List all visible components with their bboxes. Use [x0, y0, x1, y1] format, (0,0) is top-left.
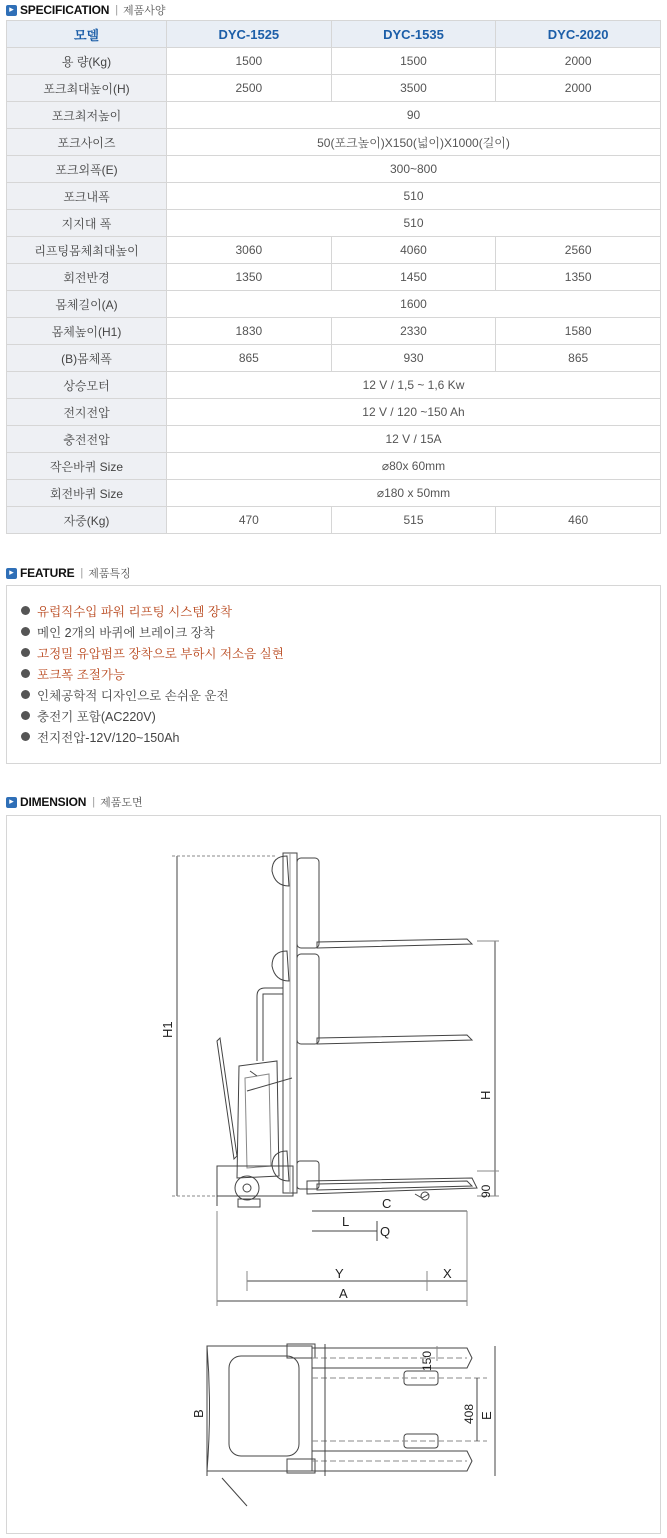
table-row [7, 129, 661, 156]
row-label: 작은바퀴 Size [7, 453, 167, 480]
cell: 50(포크높이)X150(넓이)X1000(길이) [167, 129, 661, 156]
feature-list-box [6, 585, 661, 764]
list-item [21, 621, 660, 642]
table-row [7, 156, 661, 183]
bullet-icon [21, 627, 30, 636]
table-row [7, 237, 661, 264]
table-row [7, 453, 661, 480]
label-y: Y [335, 1266, 344, 1281]
bullet-icon [21, 690, 30, 699]
feature-text: 유럽직수입 파워 리프팅 시스템 장착 [37, 604, 233, 619]
feature-text: 포크폭 조절가능 [37, 667, 125, 682]
row-label: 용 량(Kg) [7, 48, 167, 75]
feature-text: 전지전압-12V/120~150Ah [37, 730, 180, 745]
dimension-header: ▸ DIMENSION | 제품도면 [6, 794, 143, 810]
row-label: 포크외폭(E) [7, 156, 167, 183]
bullet-icon [21, 732, 30, 741]
bullet-icon [21, 669, 30, 678]
cell: 2000 [496, 75, 661, 102]
cell: 90 [167, 102, 661, 129]
cell: ⌀80x 60mm [167, 453, 661, 480]
label-c: C [382, 1196, 392, 1211]
cell: 12 V / 15A [167, 426, 661, 453]
cell: 3060 [167, 237, 332, 264]
row-label: 회전반경 [7, 264, 167, 291]
cell: 470 [167, 507, 332, 534]
label-q: Q [380, 1224, 391, 1239]
table-row [7, 507, 661, 534]
row-label: 포크사이즈 [7, 129, 167, 156]
section-title-ko: 제품도면 [100, 797, 143, 809]
arrow-icon: ▸ [6, 797, 17, 808]
cell: 12 V / 120 ~150 Ah [167, 399, 661, 426]
cell: 1350 [496, 264, 661, 291]
list-item [21, 663, 660, 684]
section-title-ko: 제품특징 [88, 568, 131, 580]
arrow-icon: ▸ [6, 568, 17, 579]
header-dyc-1535: DYC-1535 [331, 21, 496, 48]
row-label: 지지대 폭 [7, 210, 167, 237]
arrow-icon: ▸ [6, 5, 17, 16]
label-a: A [339, 1286, 348, 1301]
row-label: 상승모터 [7, 372, 167, 399]
label-90: 90 [479, 1184, 493, 1198]
table-row [7, 75, 661, 102]
cell: 1350 [167, 264, 332, 291]
label-x: X [443, 1266, 452, 1281]
feature-text: 고정밀 유압펌프 장착으로 부하시 저소음 실현 [37, 646, 284, 661]
table-row [7, 480, 661, 507]
bullet-icon [21, 606, 30, 615]
list-item [21, 600, 660, 621]
bullet-icon [21, 711, 30, 720]
cell: 865 [167, 345, 332, 372]
cell: 2560 [496, 237, 661, 264]
section-title-en: FEATURE [20, 566, 75, 580]
table-row [7, 291, 661, 318]
cell: 2330 [331, 318, 496, 345]
table-row [7, 210, 661, 237]
table-row [7, 399, 661, 426]
cell: 510 [167, 210, 661, 237]
table-row [7, 426, 661, 453]
list-item [21, 726, 660, 747]
row-label: 몸체길이(A) [7, 291, 167, 318]
table-row [7, 102, 661, 129]
feature-text: 인체공학적 디자인으로 손쉬운 운전 [37, 688, 229, 703]
specification-header: ▸ SPECIFICATION | 제품사양 [6, 2, 166, 18]
table-row [7, 318, 661, 345]
section-title-en: SPECIFICATION [20, 3, 110, 17]
cell: 1600 [167, 291, 661, 318]
feature-header: ▸ FEATURE | 제품특징 [6, 565, 131, 581]
cell: ⌀180 x 50mm [167, 480, 661, 507]
row-label: 전지전압 [7, 399, 167, 426]
cell: 300~800 [167, 156, 661, 183]
feature-list [7, 586, 660, 747]
row-label: 자중(Kg) [7, 507, 167, 534]
section-title-en: DIMENSION [20, 795, 87, 809]
row-label: (B)몸체폭 [7, 345, 167, 372]
list-item [21, 705, 660, 726]
cell: 3500 [331, 75, 496, 102]
label-h1: H1 [160, 1021, 175, 1038]
list-item [21, 642, 660, 663]
cell: 12 V / 1,5 ~ 1,6 Kw [167, 372, 661, 399]
cell: 515 [331, 507, 496, 534]
stacker-drawing [7, 816, 660, 1533]
table-row [7, 183, 661, 210]
row-label: 충전전압 [7, 426, 167, 453]
row-label: 포크최대높이(H) [7, 75, 167, 102]
feature-text: 메인 2개의 바퀴에 브레이크 장착 [37, 625, 215, 640]
cell: 1500 [331, 48, 496, 75]
cell: 510 [167, 183, 661, 210]
cell: 1580 [496, 318, 661, 345]
cell: 2000 [496, 48, 661, 75]
dimension-drawing-box [6, 815, 661, 1534]
label-l: L [342, 1214, 350, 1229]
cell: 1500 [167, 48, 332, 75]
label-b: B [191, 1409, 206, 1418]
row-label: 포크최저높이 [7, 102, 167, 129]
cell: 865 [496, 345, 661, 372]
dimension-labels [160, 1021, 494, 1424]
side-view [172, 853, 499, 1306]
row-label: 회전바퀴 Size [7, 480, 167, 507]
spec-header-row [7, 21, 661, 48]
table-row [7, 48, 661, 75]
cell: 1450 [331, 264, 496, 291]
label-h: H [478, 1090, 493, 1100]
spec-table [6, 20, 661, 534]
feature-text: 충전기 포함(AC220V) [37, 709, 156, 724]
section-title-ko: 제품사양 [123, 5, 166, 17]
list-item [21, 684, 660, 705]
table-row [7, 264, 661, 291]
header-model: 모델 [7, 21, 167, 48]
table-row [7, 372, 661, 399]
label-150: 150 [420, 1350, 434, 1371]
bullet-icon [21, 648, 30, 657]
cell: 930 [331, 345, 496, 372]
cell: 4060 [331, 237, 496, 264]
header-dyc-1525: DYC-1525 [167, 21, 332, 48]
label-408: 408 [462, 1403, 476, 1424]
row-label: 포크내폭 [7, 183, 167, 210]
header-dyc-2020: DYC-2020 [496, 21, 661, 48]
top-view [207, 1344, 495, 1506]
label-e: E [479, 1411, 494, 1420]
row-label: 몸체높이(H1) [7, 318, 167, 345]
table-row [7, 345, 661, 372]
cell: 2500 [167, 75, 332, 102]
cell: 1830 [167, 318, 332, 345]
cell: 460 [496, 507, 661, 534]
row-label: 리프팅몸체최대높이 [7, 237, 167, 264]
